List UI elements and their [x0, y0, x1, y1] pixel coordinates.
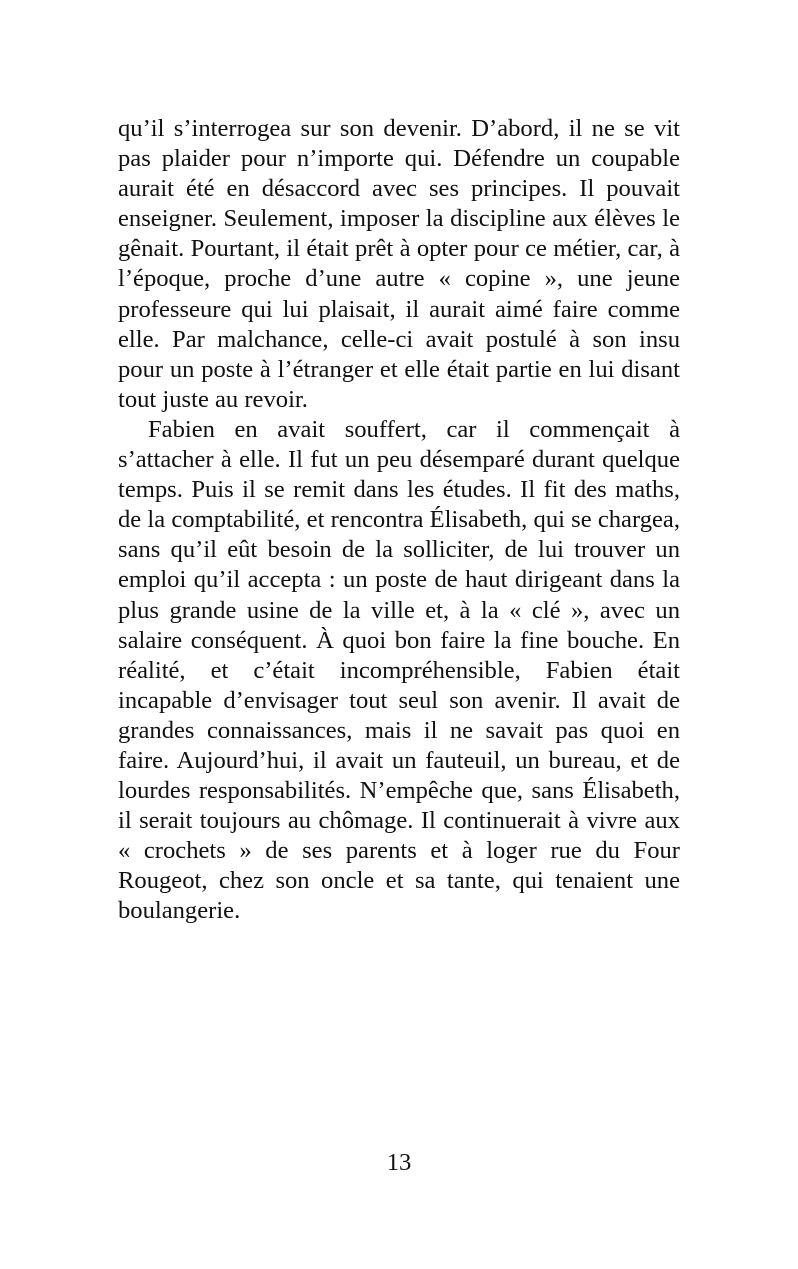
body-text: [118, 114, 680, 927]
page-number: 13: [386, 1149, 412, 1176]
paragraph-fabien: Fabien en avait souffert, car il commençait à s’attacher à elle. Il fut un peu désemparé durant quelque temps. Puis il se remit dans les études. Il fit des maths, de la comptabilité, et rencontra Élisabeth, qui se chargea, sans qu’il eût besoin de la solliciter, de lui trouver un emploi qu’il accepta : un poste de haut dirigeant dans la plus grande usine de la ville et, à la « clé », avec un salaire conséquent. À quoi bon faire la fine bouche. En réalité, et c’était incompréhensible, Fabien était incapable d’envisager tout seul son avenir. Il avait de grandes connaissances, mais il ne savait pas quoi en faire. Aujourd’hui, il avait un fauteuil, un bureau, et de lourdes responsabilités. N’empêche que, sans Élisabeth, il serait toujours au chômage. Il continuerait à vivre aux « crochets » de ses parents et à loger rue du Four Rougeot, chez son oncle et sa tante, qui tenaient une boulangerie.: [118, 415, 680, 925]
paragraph-continuation: qu’il s’interrogea sur son devenir. D’abord, il ne se vit pas plaider pour n’importe qui. Défendre un coupable aurait été en désaccord avec ses principes. Il pouvait enseigner. Seulement, imposer la discipline aux élèves le gênait. Pourtant, il était prêt à opter pour ce métier, car, à l’époque, proche d’une autre « copine », une jeune professeure qui lui plaisait, il aurait aimé faire comme elle. Par malchance, celle-ci avait postulé à son insu pour un poste à l’étranger et elle était partie en lui disant tout juste au revoir.: [118, 115, 680, 413]
